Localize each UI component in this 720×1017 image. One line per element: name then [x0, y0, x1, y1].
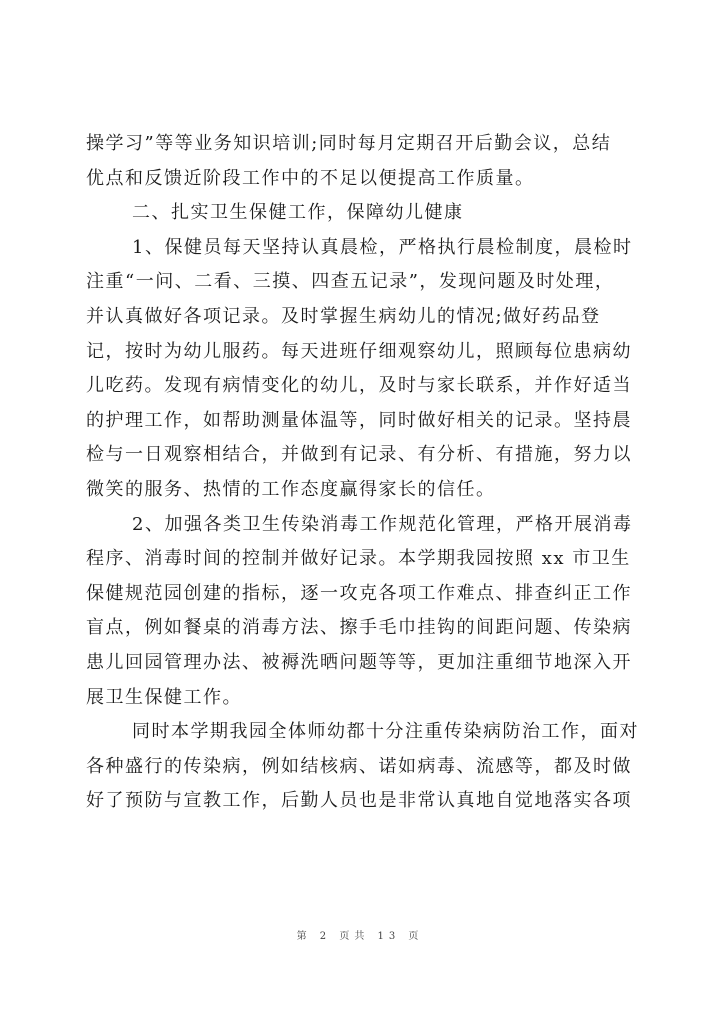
text-line: 2、加强各类卫生传染消毒工作规范化管理，严格开展消毒 — [132, 513, 633, 535]
page-number-footer: 第 2 页共 13 页 — [296, 931, 424, 942]
text-line: 1、保健员每天坚持认真晨检，严格执行晨检制度，晨检时 — [132, 236, 633, 258]
text-line: 保健规范园创建的指标，逐一攻克各项工作难点、排查纠正工作 — [86, 582, 632, 604]
text-line: 检与一日观察相结合，并做到有记录、有分析、有措施，努力以 — [86, 444, 632, 466]
body-text — [86, 127, 656, 819]
text-line: 盲点，例如餐桌的消毒方法、擦手毛巾挂钩的间距问题、传染病 — [86, 617, 632, 639]
text-line: 各种盛行的传染病，例如结核病、诺如病毒、流感等，都及时做 — [86, 755, 632, 777]
text-line: 儿吃药。发现有病情变化的幼儿，及时与家长联系，并作好适当 — [86, 375, 632, 397]
text-line: 记，按时为幼儿服药。每天进班仔细观察幼儿，照顾每位患病幼 — [86, 340, 632, 362]
text-line: 程序、消毒时间的控制并做好记录。本学期我园按照 xx 市卫生 — [86, 548, 631, 570]
text-line: 展卫生保健工作。 — [86, 686, 242, 708]
text-line: 微笑的服务、热情的工作态度赢得家长的信任。 — [86, 478, 496, 500]
text-line: 同时本学期我园全体师幼都十分注重传染病防治工作，面对 — [132, 721, 639, 743]
text-line: 患儿回园管理办法、被褥洗晒问题等等，更加注重细节地深入开 — [86, 651, 632, 673]
text-line: 注重“一问、二看、三摸、四查五记录”，发现问题及时处理， — [86, 271, 615, 293]
text-line: 优点和反馈近阶段工作中的不足以便提高工作质量。 — [86, 167, 535, 189]
text-line: 操学习”等等业务知识培训;同时每月定期召开后勤会议，总结 — [86, 133, 612, 154]
text-line: 的护理工作，如帮助测量体温等，同时做好相关的记录。坚持晨 — [86, 409, 632, 431]
text-line: 好了预防与宣教工作，后勤人员也是非常认真地自觉地落实各项 — [86, 790, 632, 812]
text-line: 并认真做好各项记录。及时掌握生病幼儿的情况;做好药品登 — [86, 305, 601, 327]
section-heading: 二、扎实卫生保健工作，保障幼儿健康 — [132, 202, 464, 224]
